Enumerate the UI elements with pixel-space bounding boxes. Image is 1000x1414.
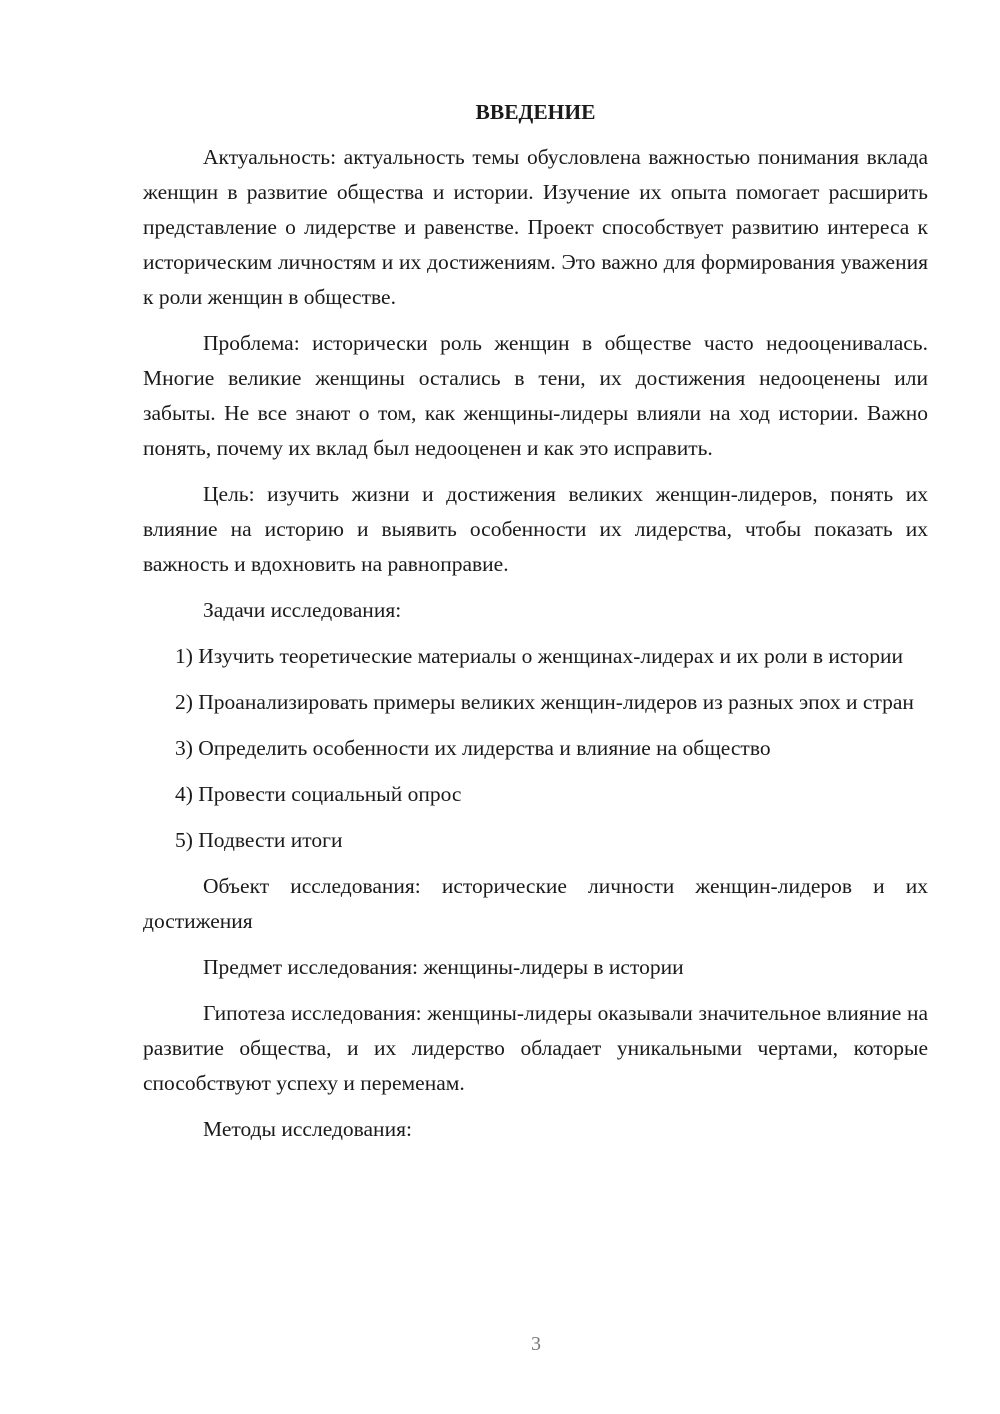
paragraph-hypothesis: Гипотеза исследования: женщины-лидеры оказывали значительное влияние на развитие общества, и их лидерство обладает уникальными чертами, которые способствуют успеху и переменам. bbox=[143, 1001, 928, 1095]
tasks-list bbox=[143, 639, 928, 858]
list-item: 3) Определить особенности их лидерства и влияние на общество bbox=[175, 736, 771, 760]
paragraph-relevance: Актуальность: актуальность темы обусловлена важностью понимания вклада женщин в развитие общества и истории. Изучение их опыта помогает расширить представление о лидерстве и равенстве. Проект способствует развитию интереса к историческим личностям и их достижениям. Это важно для формирования уважения к роли женщин в обществе. bbox=[143, 145, 928, 309]
page-number: 3 bbox=[531, 1333, 541, 1355]
list-item: 4) Провести социальный опрос bbox=[175, 782, 462, 806]
paragraph-object: Объект исследования: исторические личности женщин-лидеров и их достижения bbox=[143, 874, 928, 933]
paragraph-goal: Цель: изучить жизни и достижения великих женщин-лидеров, понять их влияние на историю и выявить особенности их лидерства, чтобы показать их важность и вдохновить на равноправие. bbox=[143, 482, 928, 576]
document-page bbox=[143, 96, 928, 1158]
paragraph-subject: Предмет исследования: женщины-лидеры в истории bbox=[203, 955, 684, 979]
list-item: 5) Подвести итоги bbox=[175, 828, 343, 852]
page-title: ВВЕДЕНИЕ bbox=[475, 100, 596, 124]
tasks-heading: Задачи исследования: bbox=[203, 598, 402, 622]
list-item: 2) Проанализировать примеры великих женщин-лидеров из разных эпох и стран bbox=[175, 690, 914, 714]
paragraph-problem: Проблема: исторически роль женщин в обществе часто недооценивалась. Многие великие женщины остались в тени, их достижения недооценены или забыты. Не все знают о том, как женщины-лидеры влияли на ход истории. Важно понять, почему их вклад был недооценен и как это исправить. bbox=[143, 331, 928, 460]
list-item: 1) Изучить теоретические материалы о женщинах-лидерах и их роли в истории bbox=[175, 644, 904, 668]
methods-heading: Методы исследования: bbox=[203, 1117, 412, 1141]
